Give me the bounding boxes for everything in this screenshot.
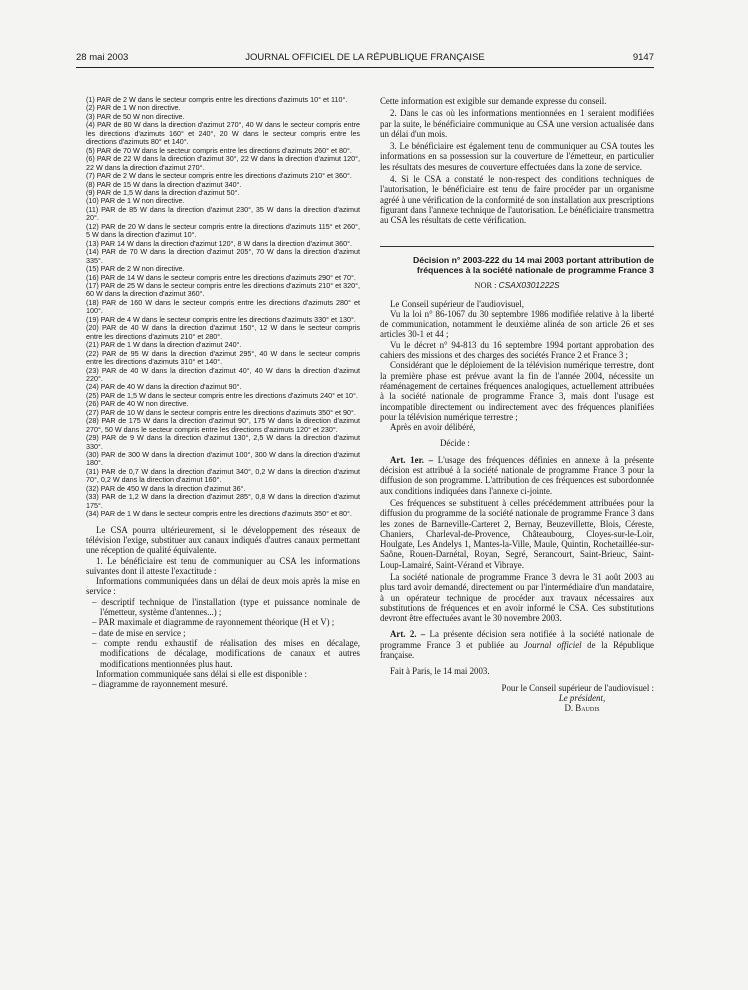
considerant-paragraph: Considérant que le déploiement de la télévision numérique terrestre, dont la première phase est prévue avant la fin de l'année 2004, nécessite un réaménagement de certaines fréquences analogiques, actuellement attribuées à la société nationale de programme France 3, mais dont l'usage est incompatible directement ou indirectement avec des fréquences planifiées pour la télévision numérique terrestre ; — [380, 360, 654, 422]
par-note: (8) PAR de 15 W dans la direction d'azimut 340°. — [86, 179, 242, 189]
par-note: (18) PAR de 160 W dans le secteur compris entre les directions d'azimuts 280° et 100°. — [86, 297, 360, 316]
article-1 — [380, 455, 654, 496]
par-note: (15) PAR de 2 W non directive. — [86, 264, 185, 274]
par-note: (9) PAR de 1,5 W dans la direction d'azimut 50°. — [86, 187, 240, 197]
bullet-list-a — [86, 597, 360, 669]
nor-reference — [380, 280, 654, 290]
paragraph-3: 3. Le bénéficiaire est également tenu de communiquer au CSA toutes les informations en sa possession sur la couverture de l'émetteur, en particulier les résultats des mesures de couverture effectuées dans la zone de service. — [380, 141, 654, 172]
par-note: (27) PAR de 10 W dans le secteur compris entre les directions d'azimuts 350° et 90°. — [86, 407, 356, 417]
par-note: (20) PAR de 40 W dans la direction d'azimut 150°, 12 W dans le secteur compris entre les directions d'azimuts 210° et 280°. — [86, 323, 360, 341]
paragraph-exigible: Cette information est exigible sur demande expresse du conseil. — [380, 96, 607, 106]
paragraph-csa: Le CSA pourra ultérieurement, si le développement des réseaux de télévision l'exige, substituer aux canaux indiqués d'autres canaux permettant une réception de qualité équivalente. — [86, 524, 360, 556]
paragraph-info-delay: Informations communiquées dans un délai de deux mois après la mise en service : — [86, 576, 360, 597]
par-note: (19) PAR de 4 W dans le secteur compris entre les directions d'azimuts 330° et 130°. — [86, 314, 356, 324]
fait-line: Fait à Paris, le 14 mai 2003. — [390, 666, 490, 677]
par-note: (14) PAR de 70 W dans la direction d'azimut 205°, 70 W dans la direction d'azimut 335°. — [86, 247, 360, 265]
paragraph-4: 4. Si le CSA a constaté le non-respect des conditions techniques de l'autorisation, le bénéficiaire est tenu de faire procéder par un organisme agréé à une vérification de la conformité de son installation aux prescriptions figurant dans l'annexe technique de l'autorisation. Le bénéficiaire transmettra au CSA les résultats de cette vérification. — [380, 174, 654, 226]
par-note: (1) PAR de 2 W dans le secteur compris entre les directions d'azimuts 10° et 110°. — [86, 95, 348, 104]
article-2-text-b: de la République française. — [380, 639, 654, 661]
section-separator — [380, 246, 654, 247]
par-note: (29) PAR de 9 W dans la direction d'azimut 130°, 2,5 W dans la direction d'azimut 330°. — [86, 433, 360, 451]
paragraph-societe: La société nationale de programme France 3 devra le 31 août 2003 au plus tard avoir demandé, directement ou par l'intermédiaire d'un mandataire, à un opérateur technique de procéder aux travaux nécessaires aux substitutions de fréquences et en avoir informé le CSA. Ces substitutions devront être effectuées avant le 30 novembre 2003. — [380, 571, 654, 624]
header-rule — [76, 67, 654, 68]
article-2-label: Art. 2. – — [390, 629, 426, 640]
par-note: (31) PAR de 0,7 W dans la direction d'azimut 340°, 0,2 W dans la direction d'azimut 70°, 0,2 W dans la direction d'azimut 160°. — [86, 466, 360, 485]
decision-title: Décision n° 2003-222 du 14 mai 2003 portant attribution de fréquences à la société nationale de programme France 3 — [412, 254, 654, 275]
bullet-item: – descriptif technique de l'installation (type et puissance nominale de l'émetteur, système d'antennes...) ; — [92, 596, 360, 618]
decide-heading: Décide : — [440, 438, 470, 449]
signature-name: D. Baudis — [564, 703, 600, 714]
article-2-journal: Journal officiel — [523, 639, 582, 650]
par-note: (23) PAR de 40 W dans la direction d'azimut 40°, 40 W dans la direction d'azimut 220°. — [86, 365, 360, 383]
signature-block — [380, 683, 654, 714]
par-note: (10) PAR de 1 W non directive. — [86, 196, 185, 206]
paragraph-2: 2. Dans le cas où les informations mentionnées en 1 seraient modifiées par la suite, le bénéficiaire communique au CSA une version actualisée dans un délai d'un mois. — [380, 108, 654, 139]
par-note: (24) PAR de 40 W dans la direction d'azimut 90°. — [86, 382, 242, 392]
paragraph-substitution: Ces fréquences se substituent à celles précédemment attribuées pour la diffusion du programme de la société nationale de programme France 3 dans les zones de Barneville-Carteret 2, Bernay, Beuzevillette, Blois, Céreste, Chaniers, Charleval-de-Provence, Châteaubourg, Cloyes-sur-le-Loir, Houlgate, Les Andelys 1, Mantes-la-Ville, Maule, Quintin, Rochetaillée-sur-Saône, Rouen-Darnétal, Royan, Segré, Serancourt, Saint-Brieuc, Saint-Loup-Lamairé, Saint-Vérand et Vibraye. — [380, 497, 654, 570]
article-2-text-a: La présente décision sera notifiée à la société nationale de programme France 3 et publiée au — [380, 629, 655, 650]
par-note: (26) PAR de 40 W non directive. — [86, 399, 189, 409]
article-1-label: Art. 1er. – — [390, 454, 434, 465]
par-note: (4) PAR de 80 W dans la direction d'azimut 270°, 40 W dans le secteur compris entre les directions d'azimuts 160° et 240°, 20 W dans le secteur compris entre les directions d'azimuts 80° et 140°. — [86, 120, 360, 147]
deliberation-line: Après en avoir délibéré, — [390, 422, 476, 433]
par-note: (28) PAR de 175 W dans la direction d'azimut 90°, 175 W dans la direction d'azimut 270°, 50 W dans le secteur compris entre les directions d'azimuts 120° et 230°. — [86, 416, 360, 434]
nor-label: NOR : — [474, 280, 497, 290]
left-column — [86, 96, 360, 689]
par-note: (11) PAR de 85 W dans la direction d'azimut 230°, 35 W dans la direction d'azimut 20°. — [86, 204, 360, 223]
header-page-number: 9147 — [632, 52, 654, 63]
par-note: (21) PAR de 1 W dans la direction d'azimut 240°. — [86, 340, 242, 350]
bullet-item: – diagramme de rayonnement mesuré. — [92, 679, 228, 690]
right-column — [380, 96, 654, 714]
paragraph-info-nodelay: Information communiquée sans délai si elle est disponible : — [96, 668, 307, 679]
par-note: (34) PAR de 1 W dans le secteur compris entre les directions d'azimuts 350° et 80°. — [86, 509, 352, 519]
par-note: (2) PAR de 1 W non directive. — [86, 103, 181, 113]
par-note: (5) PAR de 70 W dans le secteur compris entre les directions d'azimuts 260° et 80°. — [86, 145, 352, 155]
par-note: (16) PAR de 14 W dans le secteur compris entre les directions d'azimuts 290° et 70°. — [86, 272, 356, 282]
par-note: (3) PAR de 50 W non directive. — [86, 111, 185, 121]
nor-code: CSAX0301222S — [498, 279, 560, 290]
par-note: (32) PAR de 450 W dans la direction d'azimut 36°. — [86, 483, 246, 493]
bullet-item: – date de mise en service ; — [92, 627, 186, 638]
par-note: (30) PAR de 300 W dans la direction d'azimut 100°, 300 W dans la direction d'azimut 180°. — [86, 450, 360, 468]
header-journal-title: JOURNAL OFFICIEL DE LA RÉPUBLIQUE FRANÇAISE — [245, 52, 485, 63]
article-2 — [380, 629, 654, 660]
page-header — [76, 52, 654, 66]
par-note: (33) PAR de 1,2 W dans la direction d'azimut 285°, 0,8 W dans la direction d'azimut 175°. — [86, 492, 360, 510]
visa-line: Le Conseil supérieur de l'audiovisuel, — [390, 298, 524, 309]
article-1-text: L'usage des fréquences définies en annexe à la présente décision est attribué à la société nationale de programme France 3 pour la diffusion de son programme. L'attribution de ces fréquences est subordonnée aux conditions indiquées dans l'annexe ci-jointe. — [380, 454, 654, 496]
par-note: (12) PAR de 20 W dans le secteur compris entre la directions d'azimuts 115° et 260°, 5 W dans la direction d'azimut 10°. — [86, 221, 360, 240]
bullet-item: – compte rendu exhaustif de réalisation des mises en décalage, modifications de décalage, modifications de canaux et autres modifications mentionnées plus haut. — [92, 637, 360, 669]
signature-title: Le président, — [558, 692, 606, 703]
par-note: (22) PAR de 95 W dans la direction d'azimut 295°, 40 W dans le secteur compris entre les directions d'azimuts 310° et 140°. — [86, 348, 360, 367]
par-note: (25) PAR de 1,5 W dans le secteur compris entre les directions d'azimuts 240° et 10°. — [86, 390, 358, 400]
par-notes-list — [86, 96, 360, 519]
par-note: (17) PAR de 25 W dans le secteur compris entre les directions d'azimuts 210° et 320°, 60 W dans la direction d'azimut 360°. — [86, 280, 360, 299]
bullet-item: – PAR maximale et diagramme de rayonnement théorique (H et V) ; — [92, 617, 335, 628]
header-date: 28 mai 2003 — [76, 52, 129, 63]
par-note: (13) PAR 14 W dans la direction d'azimut 120°, 8 W dans la direction d'azimut 360°. — [86, 238, 353, 248]
paragraph-1: 1. Le bénéficiaire est tenu de communiquer au CSA les informations suivantes dont il atteste l'exactitude : — [86, 555, 360, 576]
par-note: (7) PAR de 2 W dans le secteur compris entre les directions d'azimuts 210° et 360°. — [86, 171, 352, 181]
visa-line: Vu le décret n° 94-813 du 16 septembre 1994 portant approbation des cahiers des missions et des charges des sociétés France 2 et France 3 ; — [380, 339, 654, 361]
signature-for: Pour le Conseil supérieur de l'audiovisuel : — [501, 682, 654, 693]
par-note: (6) PAR de 22 W dans la direction d'azimut 30°, 22 W dans la direction d'azimut 120°, 22 W dans la direction d'azimut 270°. — [86, 154, 360, 172]
visa-line: Vu la loi n° 86-1067 du 30 septembre 1986 modifiée relative à la liberté de communication, notamment le deuxième alinéa de son article 26 et ses articles 30-1 et 44 ; — [380, 308, 654, 340]
